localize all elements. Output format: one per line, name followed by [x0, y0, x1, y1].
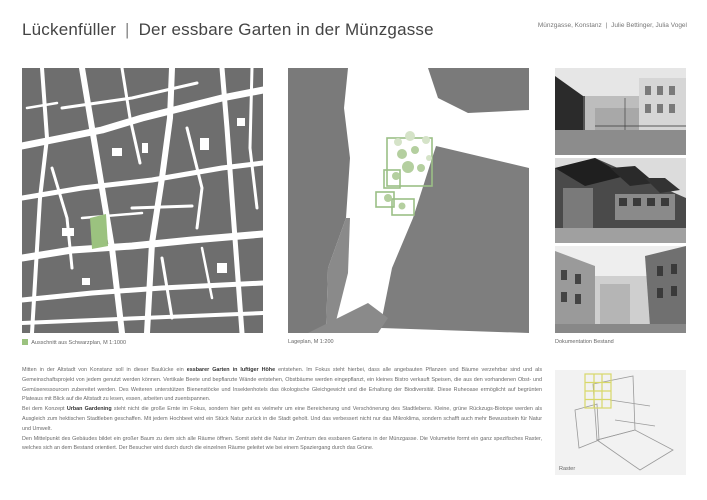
raster-label: Raster [559, 466, 576, 472]
site-plan [288, 68, 529, 333]
photo-courtyard [555, 68, 686, 155]
page-title [22, 20, 434, 40]
description-paragraph-1: Mitten in der Altstadt von Konstanz soll in dieser Baulücke ein essbarer Garten in luftiger Höhe entstehen. Im Fokus steht hierbei, dass alle angebauten Pflanzen und Bäume verzehrbar sind und als Gemeinschaftsprojekt von jedem genutzt werden können. Vertikale Beete und bepflanzte Wände entstehen, Obstbäume werden eingepflanzt, ein kleines Bistro verkauft Speisen, die aus den vorhandenen Obst- und Gemüseressourcen zubereitet werden. Des Weiteren unterstützen Bienenstöcke und Insektenhotels das ökologische Gleichgewicht und die Erhaltung der Biodiversität. Diese Ruheoase ermöglicht auf begrünten Plateaus mit Blick auf die Altstadt zu lesen, essen, arbeiten und zuentspannen. [22, 367, 543, 403]
project-description [22, 366, 542, 454]
map-caption [22, 339, 126, 346]
title-right: Der essbare Garten in der Münzgasse [138, 20, 434, 39]
author-separator: | [605, 22, 608, 29]
highlight-edible-garden: essbarer Garten in luftiger Höhe [186, 367, 276, 373]
raster-diagram [555, 370, 686, 475]
site-plan-caption [288, 339, 334, 345]
site-marker-icon [22, 339, 28, 345]
authors-text: Julie Bettinger, Julia Vogel [611, 22, 687, 29]
title-separator: | [125, 20, 130, 39]
figure-ground-svg [22, 68, 263, 333]
photos-caption [555, 339, 614, 345]
site-plan-caption-text: Lageplan, M 1:200 [288, 339, 334, 345]
site-plan-svg [288, 68, 529, 333]
description-paragraph-3: Den Mittelpunkt des Gebäudes bildet ein großer Baum zu dem sich alle Räume öffnen. Somit steht die Natur im Zentrum des essbaren Gartens in der Münzgasse. Die Volumetrie formt ein ganz spezifisches Raster, welches sich an dem Bestand orientiert. Der Besucher wird durch durch die einzelnen Räume geleitet wie bei einem Spaziergang durch das Grüne. [22, 435, 542, 452]
figure-ground-map [22, 68, 263, 333]
photo-street-facade [555, 158, 686, 243]
location-text: Münzgasse, Konstanz [537, 22, 602, 29]
authors-line [538, 22, 687, 29]
photo-street-view [555, 246, 686, 333]
description-paragraph-2: Bei dem Konzept Urban Gardening steht nicht die große Ernte im Fokus, sondern hier geht es vielmehr um eine Bereicherung und Verschönerung des Stadtlebens. Kleine, grüne Rückzugs-Biotope werden als Ausgleich zum hektischen Stadtleben geschaffen. Mit jedem Hochbeet wird ein Stück Natur zurück in die Stadt geholt. Und das verbessert nicht nur das Mikroklima, sondern schafft auch mehr Bewusstsein für Natur und Umwelt. [22, 406, 543, 432]
photos-caption-text: Dokumentation Bestand [555, 339, 614, 345]
site-highlight [90, 214, 108, 249]
title-left: Lückenfüller [22, 20, 117, 39]
highlight-urban-gardening: Urban Gardening [66, 406, 112, 413]
map-caption-text: Ausschnitt aus Schwarzplan, M 1:1000 [31, 340, 127, 346]
